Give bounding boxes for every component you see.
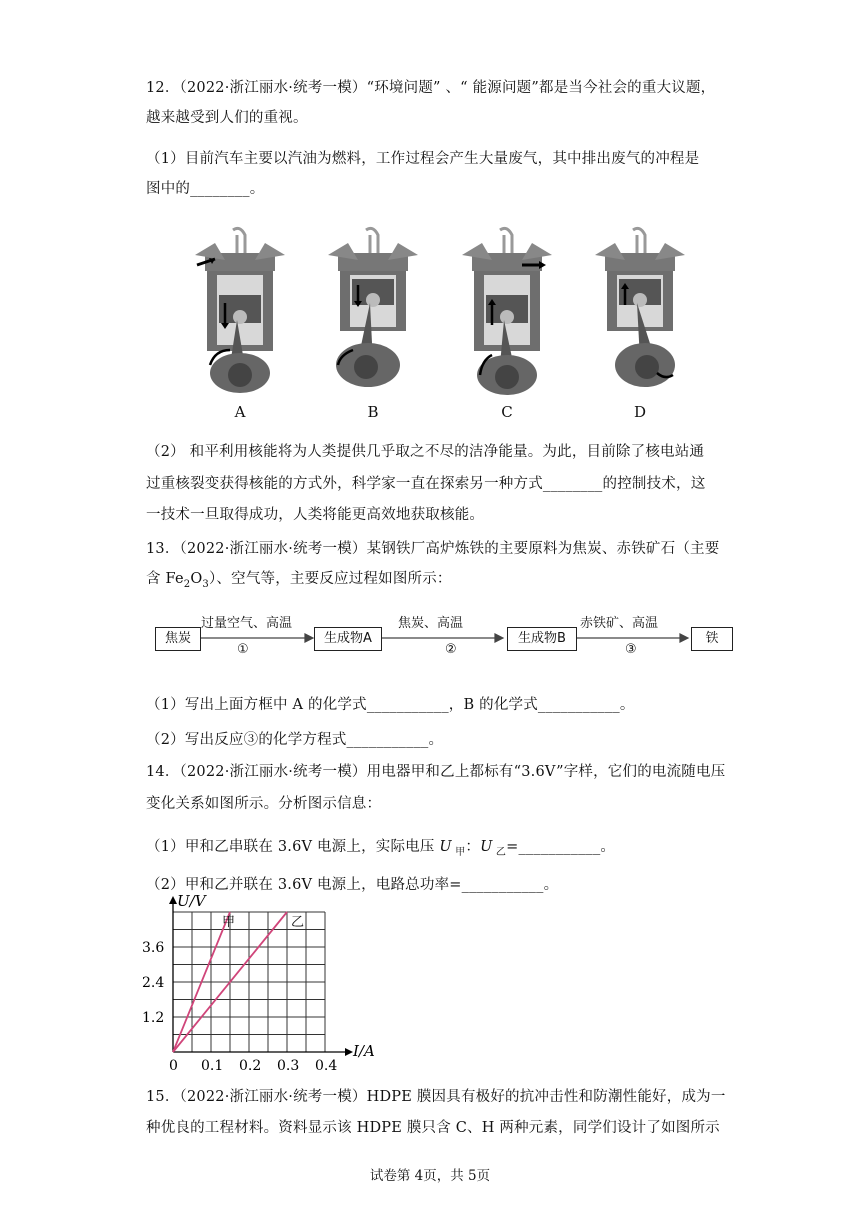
engine-c-image: [452, 225, 562, 400]
q12-part1-line1: （1）目前汽车主要以汽油为燃料，工作过程会产生大量废气，其中排出废气的冲程是: [146, 151, 700, 167]
engine-a-image: [185, 225, 295, 400]
x-axis-arrow: [345, 1048, 353, 1056]
flow-condition-1: 过量空气、高温: [201, 616, 293, 631]
q13-line2: 含 $Fe_2O_3$）、空气等，主要反应过程如图所示：: [146, 571, 452, 590]
q15-line2: 种优良的工程材料。资料显示该 HDPE 膜只含 C、H 两种元素，同学们设计了如图所示: [146, 1120, 720, 1136]
engine-label-a: A: [234, 403, 246, 421]
flow-step-1: ①: [237, 642, 249, 657]
flow-box-iron: 铁: [691, 627, 733, 651]
y-tick-label: 3.6: [142, 940, 165, 956]
q14-line1: 14．（2022·浙江丽水·统考一模）用电器甲和乙上都标有“3.6V”字样，它们的电流随电压: [146, 764, 726, 780]
q12-part1-line2: 图中的________。: [146, 181, 265, 197]
q12-line1: 12．（2022·浙江丽水·统考一模）“环境问题” 、“ 能源问题”都是当今社会的重大议题，: [146, 80, 716, 96]
q12-part2-line1: （2） 和平利用核能将为人类提供几乎取之不尽的洁净能量。为此，目前除了核电站通: [146, 444, 705, 460]
series-label-yi: 乙: [291, 915, 305, 930]
flow-box-coke: 焦炭: [155, 627, 201, 651]
iv-graph: [140, 892, 375, 1074]
x-tick-label: 0.2: [239, 1058, 262, 1074]
q14-part1: （1）甲和乙串联在 3.6V 电源上，实际电压 U $_甲$：U $_乙$=___________。: [146, 839, 616, 858]
y-axis-label: U/V: [177, 892, 206, 910]
x-tick-label: 0.1: [201, 1058, 224, 1074]
q12-line2: 越来越受到人们的重视。: [146, 110, 308, 126]
series-label-jia: 甲: [222, 915, 236, 930]
flow-condition-3: 赤铁矿、高温: [580, 616, 659, 631]
x-axis-label: I/A: [353, 1042, 375, 1060]
engine-label-b: B: [367, 403, 379, 421]
flow-condition-2: 焦炭、高温: [398, 616, 464, 631]
iv-chart: [140, 892, 375, 1074]
q14-line2: 变化关系如图所示。分析图示信息：: [146, 796, 382, 812]
engine-b-image: [318, 225, 428, 400]
x-tick-label: 0.4: [315, 1058, 338, 1074]
flow-step-3: ③: [625, 642, 637, 657]
flow-step-2: ②: [445, 642, 457, 657]
q15-line1: 15．（2022·浙江丽水·统考一模）HDPE 膜因具有极好的抗冲击性和防潮性能好，成为一: [146, 1089, 726, 1105]
flow-box-product-a: 生成物A: [314, 627, 382, 651]
q14-part2: （2）甲和乙并联在 3.6V 电源上，电路总功率=___________。: [146, 877, 559, 893]
q13-line1: 13．（2022·浙江丽水·统考一模）某钢铁厂高炉炼铁的主要原料为焦炭、赤铁矿石（主要: [146, 541, 720, 557]
x-tick-label: 0.3: [277, 1058, 300, 1074]
engine-d-image: [585, 225, 695, 400]
y-tick-label: 1.2: [142, 1010, 165, 1026]
x-tick-label: 0: [169, 1058, 178, 1074]
reaction-flow-diagram: [155, 612, 735, 662]
engine-label-c: C: [501, 403, 513, 421]
engine-stroke-figure: [180, 225, 700, 425]
engine-label-d: D: [633, 403, 647, 421]
y-axis-arrow: [169, 896, 177, 904]
q13-part2: （2）写出反应③的化学方程式___________。: [146, 732, 444, 748]
flow-box-product-b: 生成物B: [507, 627, 577, 651]
q12-part2-line3: 一技术一旦取得成功，人类将能更高效地获取核能。: [146, 507, 485, 523]
page-footer: 试卷第 4页，共 5页: [369, 1168, 491, 1184]
y-tick-label: 2.4: [142, 975, 165, 991]
q13-part1: （1）写出上面方框中 A 的化学式___________，B 的化学式___________。: [146, 697, 635, 713]
q12-part2-line2: 过重核裂变获得核能的方式外，科学家一直在探索另一种方式________的控制技术，这: [146, 476, 706, 492]
